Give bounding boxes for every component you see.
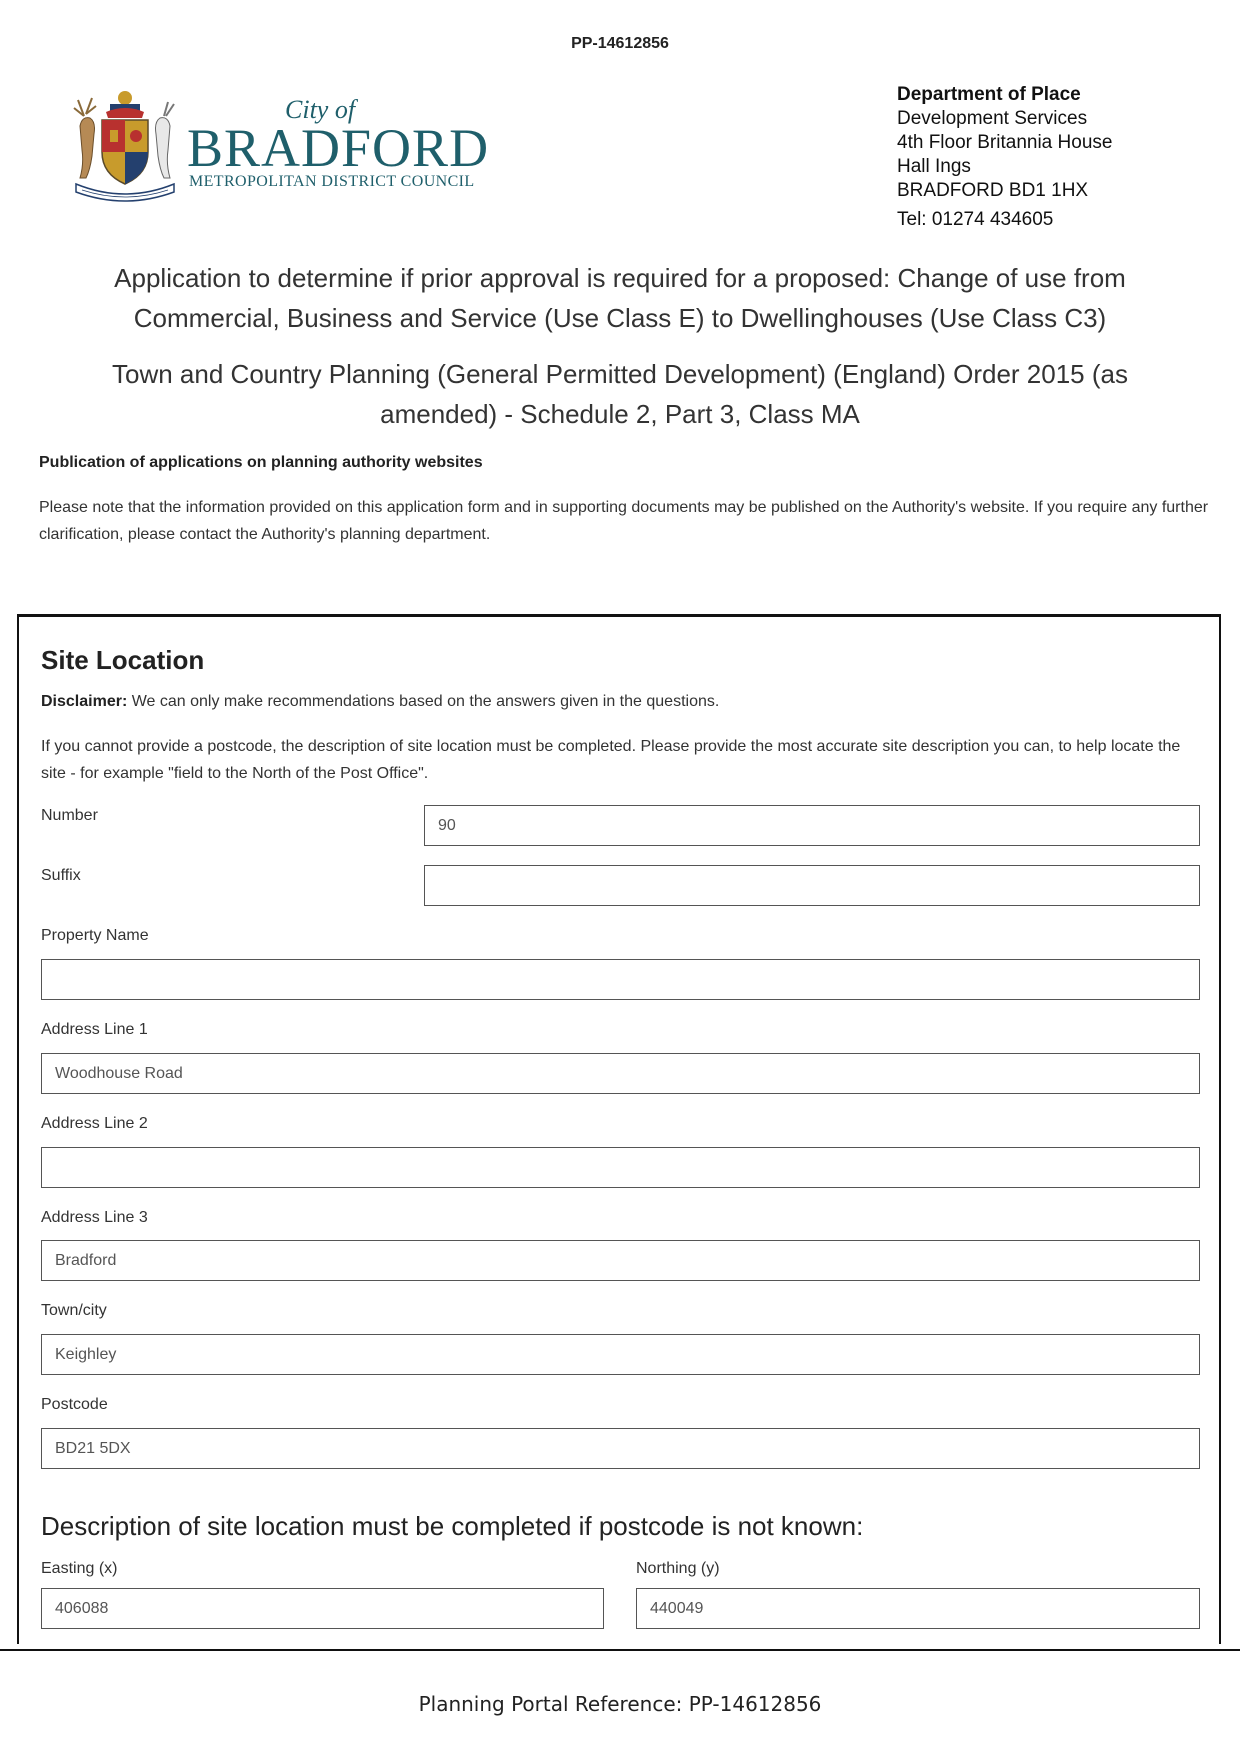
department-line-3: Hall Ings: [897, 156, 971, 177]
logo-bradford: BRADFORD: [187, 118, 490, 178]
northing-label: Northing (y): [636, 1560, 720, 1577]
legislation-subtitle-line-2: amended) - Schedule 2, Part 3, Class MA: [380, 399, 860, 429]
department-line-2: 4th Floor Britannia House: [897, 132, 1113, 153]
reference-number: PP-14612856: [571, 35, 669, 52]
address-line-1-label: Address Line 1: [41, 1021, 148, 1038]
disclaimer-text: We can only make recommendations based on the answers given in the questions.: [127, 693, 720, 710]
department-telephone: Tel: 01274 434605: [897, 209, 1054, 230]
address-line-3-field[interactable]: Bradford: [41, 1240, 1200, 1281]
number-field[interactable]: 90: [424, 805, 1200, 846]
application-title-line-2: Commercial, Business and Service (Use Class E) to Dwellinghouses (Use Class C3): [133, 303, 1107, 333]
publication-notice: Please note that the information provided on this application form and in supporting documents may be published on the Authority's website. If you require any further clarification, please contact the Authority's planning department.: [39, 499, 1209, 543]
easting-label: Easting (x): [41, 1560, 118, 1577]
department-line-1: Development Services: [897, 108, 1088, 129]
department-address: [897, 83, 1112, 232]
description-heading: Description of site location must be completed if postcode is not known:: [41, 1511, 864, 1541]
footer-reference: Planning Portal Reference: PP-14612856: [418, 1692, 822, 1716]
department-name: Department of Place: [897, 84, 1081, 105]
publication-heading: Publication of applications on planning authority websites: [39, 454, 483, 471]
site-location-section: [17, 614, 1221, 1644]
number-label: Number: [41, 807, 98, 824]
logo-wordmark: [187, 86, 490, 191]
postcode-field[interactable]: BD21 5DX: [41, 1428, 1200, 1469]
legislation-subtitle-line-1: Town and Country Planning (General Permitted Development) (England) Order 2015 (as: [112, 359, 1128, 389]
footer-divider: [0, 1649, 1240, 1651]
town-city-label: Town/city: [41, 1302, 107, 1319]
site-location-title: Site Location: [41, 645, 205, 675]
logo-council: METROPOLITAN DISTRICT COUNCIL: [189, 173, 475, 190]
suffix-field[interactable]: [424, 865, 1200, 906]
property-name-field[interactable]: [41, 959, 1200, 1000]
address-line-3-label: Address Line 3: [41, 1209, 148, 1226]
disclaimer-label: Disclaimer:: [41, 693, 128, 710]
easting-field[interactable]: 406088: [41, 1588, 604, 1629]
address-line-1-field[interactable]: Woodhouse Road: [41, 1053, 1200, 1094]
address-line-2-field[interactable]: [41, 1147, 1200, 1188]
northing-field[interactable]: 440049: [636, 1588, 1200, 1629]
bradford-council-logo: [70, 86, 490, 204]
site-location-instruction: If you cannot provide a postcode, the description of site location must be completed. Please provide the most accurate site description you can, to help locate the site - for example "field to the North of the Post Office".: [41, 738, 1181, 782]
suffix-label: Suffix: [41, 867, 81, 884]
address-line-2-label: Address Line 2: [41, 1115, 148, 1132]
department-line-4: BRADFORD BD1 1HX: [897, 180, 1089, 201]
legislation-subtitle: [70, 354, 1170, 434]
disclaimer: [41, 693, 719, 711]
logo-city-of: City of: [285, 95, 356, 124]
coat-of-arms-icon: [70, 86, 180, 204]
postcode-label: Postcode: [41, 1396, 108, 1413]
application-title-line-1: Application to determine if prior approval is required for a proposed: Change of use from: [114, 263, 1126, 293]
property-name-label: Property Name: [41, 927, 149, 944]
application-title: [70, 258, 1170, 338]
town-city-field[interactable]: Keighley: [41, 1334, 1200, 1375]
